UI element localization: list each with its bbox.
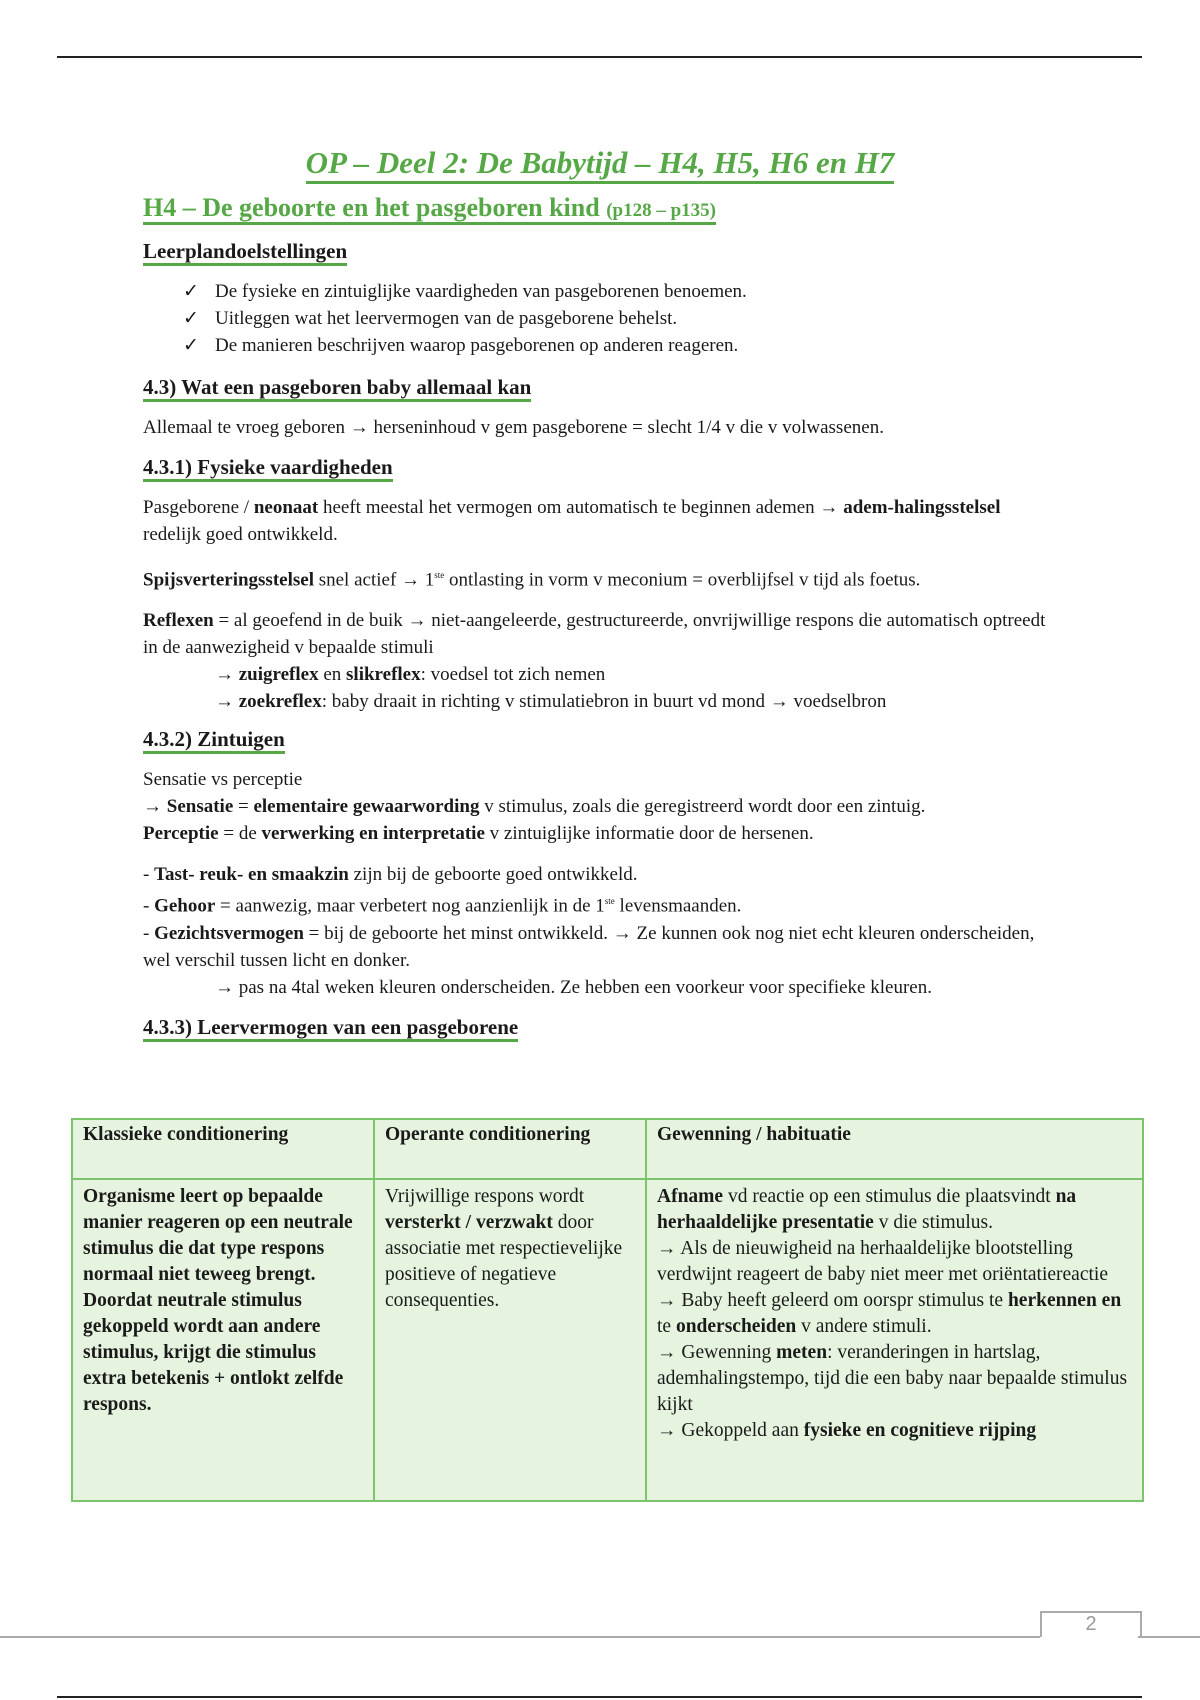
table-cell-operant: Vrijwillige respons wordt versterkt / verzwakt door associatie met respectievelijke positieve of negatieve consequenties.: [374, 1179, 646, 1501]
page-number: 2: [1040, 1611, 1142, 1637]
document-body: [143, 140, 1063, 1040]
header-rule: [57, 56, 1142, 58]
footer-rule: [57, 1696, 1142, 1698]
table-header-row: [72, 1119, 1143, 1179]
goals-list: [143, 278, 1063, 359]
chapter-heading: H4 – De geboorte en het pasgeboren kind (p128 – p135): [143, 193, 1063, 223]
paragraph-reflexes: Reflexen = al geoefend in de buik → niet-aangeleerde, gestructureerde, onvrijwillige respons die automatisch optreedt in de aanwezigheid v bepaalde stimuli → zuigreflex en slikreflex: voedsel tot zich nemen → zoekreflex: baby draait in richting v stimulatiebron in buurt vd mond → voedselbron: [143, 607, 1063, 715]
table-cell-habituation: Afname vd reactie op een stimulus die plaatsvindt na herhaaldelijke presentatie v die stimulus. → Als de nieuwigheid na herhaaldelijke blootstelling verdwijnt reageert de baby niet meer met oriëntatiereactie → Baby heeft geleerd om oorspr stimulus te herkennen en te onderscheiden v andere stimuli. → Gewenning meten: veranderingen in hartslag, ademhalingstempo, tijd die een baby naar bepaalde stimulus kijkt → Gekoppeld aan fysieke en cognitieve rijping: [646, 1179, 1143, 1501]
reflex-line-2: → zoekreflex: baby draait in richting v stimulatiebron in buurt vd mond → voedselbron: [215, 691, 887, 713]
footer-line: [0, 1636, 1040, 1638]
section-4-3-text: Allemaal te vroeg geboren → herseninhoud v gem pasgeborene = slecht 1/4 v die v volwassenen.: [143, 417, 884, 438]
checkmark-icon: ✓: [183, 281, 199, 302]
checkmark-icon: ✓: [183, 335, 199, 356]
paragraph-breathing: Pasgeborene / neonaat heeft meestal het vermogen om automatisch te beginnen ademen → adem-halingsstelsel redelijk goed ontwikkeld.: [143, 497, 1001, 545]
table-row: [72, 1179, 1143, 1501]
reflex-line-1: → zuigreflex en slikreflex: voedsel tot zich nemen: [215, 664, 606, 686]
paragraph-senses: - Tast- reuk- en smaakzin zijn bij de geboorte goed ontwikkeld. - Gehoor = aanwezig, maar verbetert nog aanzienlijk in de 1ste levensmaanden. - Gezichtsvermogen = bij de geboorte het minst ontwikkeld. → Ze kunnen ook nog niet echt kleuren onderscheiden, wel verschil tussen licht en donker. → pas na 4tal weken kleuren onderscheiden. Ze hebben een voorkeur voor specifieke kleuren.: [143, 861, 1063, 1000]
table-header: Gewenning / habituatie: [646, 1119, 1143, 1179]
goals-heading: Leerplandoelstellingen: [143, 239, 1063, 264]
table-header: Operante conditionering: [374, 1119, 646, 1179]
learning-table: [71, 1118, 1144, 1502]
list-item: ✓ Uitleggen wat het leervermogen van de pasgeborene behelst.: [183, 305, 1063, 332]
list-item: ✓ De fysieke en zintuiglijke vaardigheden van pasgeborenen benoemen.: [183, 278, 1063, 305]
section-4-3-2-heading: 4.3.2) Zintuigen: [143, 727, 1063, 752]
section-4-3-heading: 4.3) Wat een pasgeboren baby allemaal kan: [143, 375, 1063, 400]
vision-detail: → pas na 4tal weken kleuren onderscheiden. Ze hebben een voorkeur voor specifieke kleuren.: [215, 976, 932, 998]
table-header: Klassieke conditionering: [72, 1119, 374, 1179]
section-4-3-3-heading: 4.3.3) Leervermogen van een pasgeborene: [143, 1015, 1063, 1040]
document-title: OP – Deel 2: De Babytijd – H4, H5, H6 en H7: [0, 145, 1200, 181]
section-4-3-1-heading: 4.3.1) Fysieke vaardigheden: [143, 455, 1063, 480]
list-item: ✓ De manieren beschrijven waarop pasgeborenen op anderen reageren.: [183, 332, 1063, 359]
checkmark-icon: ✓: [183, 308, 199, 329]
table-cell-classical: Organisme leert op bepaalde manier reageren op een neutrale stimulus die dat type respons normaal niet teweeg brengt. Doordat neutrale stimulus gekoppeld wordt aan andere stimulus, krijgt die stimulus extra betekenis + ontlokt zelfde respons.: [72, 1179, 374, 1501]
paragraph-digestion: Spijsverteringsstelsel snel actief → 1ste ontlasting in vorm v meconium = overblijfsel v tijd als foetus.: [143, 569, 921, 591]
footer-line: [1138, 1636, 1200, 1638]
paragraph-sensation: Sensatie vs perceptie → Sensatie = elementaire gewaarwording v stimulus, zoals die geregistreerd wordt door een zintuig. Perceptie = de verwerking en interpretatie v zintuiglijke informatie door de hersenen.: [143, 769, 926, 845]
